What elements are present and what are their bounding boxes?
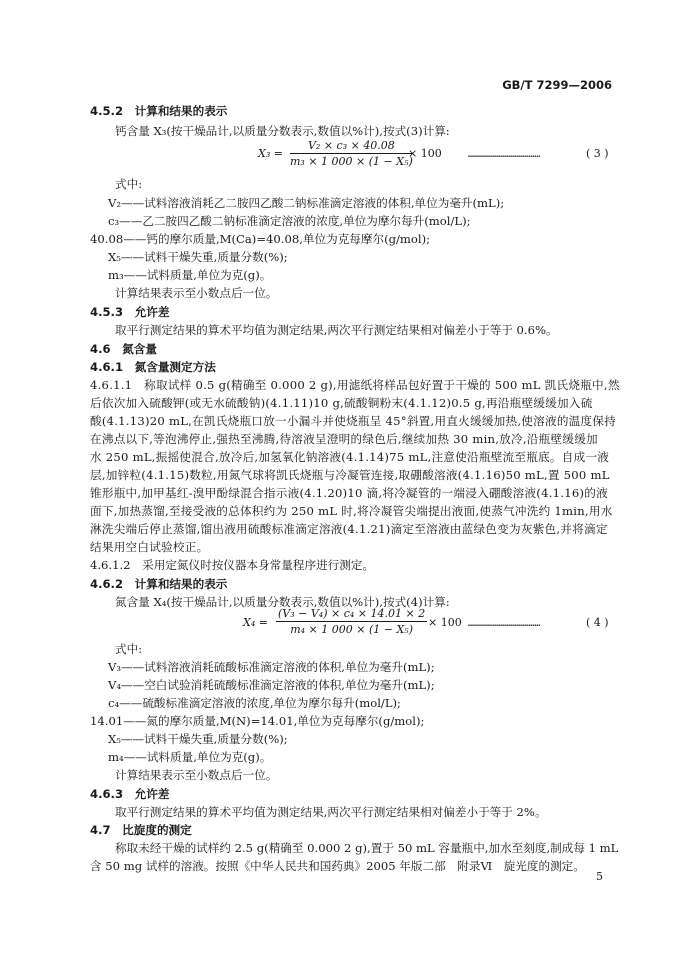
paragraph-line: 锥形瓶中,加甲基红-溴甲酚绿混合指示液(4.1.20)10 滴,将冷凝管的一端浸入硼酸溶液(4.1.16)的液 [90,486,608,500]
section-4-6-1-heading [90,359,216,375]
definition-item: V₃——试料溶液消耗硫酸标准滴定溶液的体积,单位为毫升(mL); [108,660,435,674]
section-4-5-2-heading [90,103,227,119]
definition-item: V₄——空白试验消耗硫酸标准滴定溶液的体积,单位为毫升(mL); [108,678,435,692]
section-4-6-heading [90,341,157,357]
paragraph-line: 后依次加入硫酸钾(或无水硫酸钠)(4.1.11)10 g,硫酸铜粉末(4.1.12)0.5 g,再沿瓶壁缓缓加入硫 [90,396,593,410]
paragraph-line: 酸(4.1.13)20 mL,在凯氏烧瓶口放一小漏斗并使烧瓶呈 45°斜置,用直火缓缓加热,使溶液的温度保持 [90,414,617,428]
note-text: 计算结果表示至小数点后一位。 [115,286,278,300]
equation-denominator: m₄ × 1 000 × (1 − X₅) [290,623,413,636]
section-title: 计算和结果的表示 [134,104,228,118]
where-label: 式中: [115,177,143,191]
section-4-6-3-heading [90,786,169,802]
section-number: 4.6.3 [90,787,124,801]
paragraph-line: 淋洗尖端后停止蒸馏,馏出液用硫酸标准滴定溶液(4.1.21)滴定至溶液由蓝绿色变为灰紫色,并将滴定 [90,522,608,536]
section-4-6-2-heading [90,576,227,592]
equation-numerator: (V₃ − V₄) × c₄ × 14.01 × 2 [278,607,426,620]
paragraph-line: 面下,加热蒸馏,至接受液的总体积约为 250 mL 时,将冷凝管尖端提出液面,使蒸气冲洗约 1min,用水 [90,504,613,518]
equation-tail: × 100 [428,616,462,629]
equation-lhs: X₄ = [243,616,268,629]
equation-fraction [276,607,427,636]
definition-item: 14.01——氮的摩尔质量,M(N)=14.01,单位为克每摩尔(g/mol); [90,714,425,728]
definition-item: X₅——试料干燥失重,质量分数(%); [108,732,288,746]
section-4-5-3-heading [90,304,169,320]
section-number: 4.6.1 [90,360,124,374]
equation-fraction [290,139,413,168]
section-number: 4.5.3 [90,305,124,319]
paragraph-line: 称取未经干燥的试样约 2.5 g(精确至 0.000 2 g),置于 50 mL 容量瓶中,加水至刻度,制成每 1 mL [115,841,619,855]
definition-item: V₂——试料溶液消耗乙二胺四乙酸二钠标准滴定溶液的体积,单位为毫升(mL); [108,196,505,210]
section-number: 4.6.2 [90,577,124,591]
section-title: 允许差 [134,305,170,319]
section-number: 4.6 [90,342,111,356]
section-number: 4.7 [90,823,111,837]
equation-numerator: V₂ × c₃ × 40.08 [290,139,413,154]
definition-item: m₃——试料质量,单位为克(g)。 [108,268,272,282]
paragraph: 钙含量 X₃(按干燥品计,以质量分数表示,数值以%计),按式(3)计算: [115,124,450,138]
definition-item: c₃——乙二胺四乙酸二钠标准滴定溶液的浓度,单位为摩尔每升(mol/L); [108,214,471,228]
paragraph-line: 在沸点以下,等泡沸停止,强热至沸腾,待溶液呈澄明的绿色后,继续加热 30 min,放冷,沿瓶壁缓缓加 [90,432,598,446]
equation-leader: ……………………………… [468,149,541,160]
paragraph: 4.6.1.2 采用定氮仪时按仪器本身常量程序进行测定。 [90,558,375,572]
section-title: 允许差 [134,787,170,801]
section-4-7-heading [90,822,192,838]
equation-number: ( 3 ) [586,147,609,160]
paragraph-line: 层,加锌粒(4.1.15)数粒,用氮气球将凯氏烧瓶与冷凝管连接,取硼酸溶液(4.1.16)50 mL,置 500 mL [90,468,610,482]
paragraph-line: 含 50 mg 试样的溶液。按照《中华人民共和国药典》2005 年版二部 附录Ⅵ 旋光度的测定。 [90,859,585,873]
definition-item: X₅——试料干燥失重,质量分数(%); [108,250,288,264]
equation-denominator: m₃ × 1 000 × (1 − X₅) [290,155,413,168]
paragraph-line: 水 250 mL,振摇使混合,放冷后,加氢氧化钠溶液(4.1.14)75 mL,注意使沿瓶壁流至瓶底。自成一液 [90,450,610,464]
equation-lhs: X₃ = [258,147,283,160]
note-text: 计算结果表示至小数点后一位。 [115,768,278,782]
section-title: 氮含量测定方法 [134,360,216,374]
standard-number: GB/T 7299—2006 [502,78,612,92]
paragraph: 氮含量 X₄(按干燥品计,以质量分数表示,数值以%计),按式(4)计算: [115,595,450,609]
equation-leader: ……………………………… [468,618,541,629]
definition-item: c₄——硫酸标准滴定溶液的浓度,单位为摩尔每升(mol/L); [108,696,401,710]
page-number: 5 [596,870,603,883]
paragraph: 取平行测定结果的算术平均值为测定结果,两次平行测定结果相对偏差小于等于 0.6%。 [115,323,558,337]
section-title: 氮含量 [122,342,157,356]
paragraph: 取平行测定结果的算术平均值为测定结果,两次平行测定结果相对偏差小于等于 2%。 [115,805,547,819]
section-title: 计算和结果的表示 [134,577,228,591]
section-number: 4.5.2 [90,104,124,118]
definition-item: m₄——试料质量,单位为克(g)。 [108,750,272,764]
equation-number: ( 4 ) [586,616,609,629]
definition-item: 40.08——钙的摩尔质量,M(Ca)=40.08,单位为克每摩尔(g/mol); [90,232,431,246]
section-title: 比旋度的测定 [122,823,192,837]
paragraph-line: 结果用空白试验校正。 [90,540,209,554]
where-label: 式中: [115,642,143,656]
paragraph-line: 4.6.1.1 称取试样 0.5 g(精确至 0.000 2 g),用滤纸将样品包好置于干燥的 500 mL 凯氏烧瓶中,然 [90,378,620,392]
equation-tail: × 100 [408,147,442,160]
